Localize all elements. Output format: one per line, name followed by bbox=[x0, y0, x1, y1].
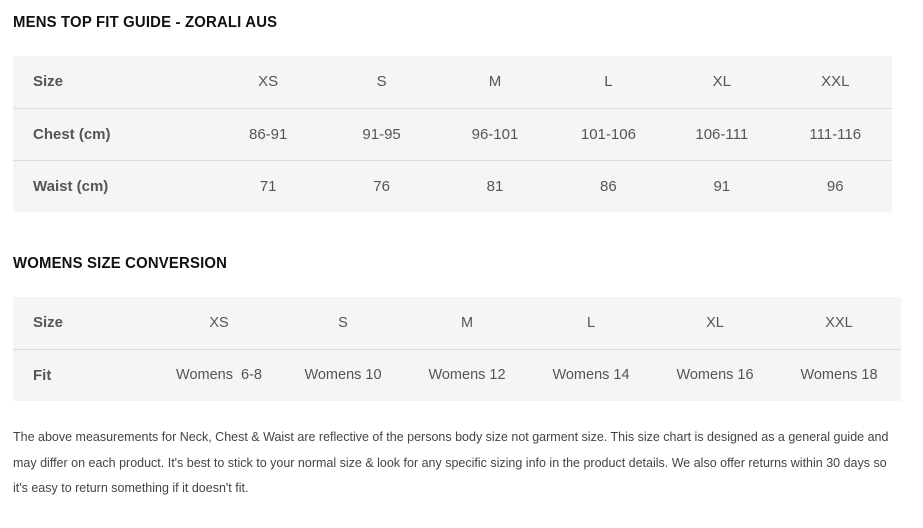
fit-cell: Womens 18 bbox=[777, 349, 901, 401]
mens-waist-row bbox=[13, 160, 892, 212]
womens-size-row bbox=[13, 297, 901, 349]
mens-fit-guide-title: MENS TOP FIT GUIDE - ZORALI AUS bbox=[13, 14, 278, 31]
mens-size-row bbox=[13, 56, 892, 108]
waist-cell: 91 bbox=[665, 160, 778, 212]
size-cell: L bbox=[604, 73, 613, 91]
size-cell: L bbox=[586, 314, 596, 331]
size-cell: S bbox=[338, 314, 348, 331]
row-label: Fit bbox=[13, 349, 157, 401]
chest-cell: 86-91 bbox=[211, 108, 324, 160]
mens-size-table bbox=[13, 56, 892, 212]
size-cell: XS bbox=[209, 314, 229, 331]
fit-cell: Womens 10 bbox=[281, 349, 405, 401]
chest-cell: 106-111 bbox=[665, 108, 778, 160]
waist-cell: 71 bbox=[211, 160, 324, 212]
sizing-disclaimer: The above measurements for Neck, Chest & Waist are reflective of the persons body size not garment size. This size chart is designed as a general guide and may differ on each product. It's best to stick to your normal size & look for any specific sizing info in the product details. We also offer returns within 30 days so it's easy to return something if it doesn't fit. bbox=[13, 430, 889, 495]
waist-cell: 86 bbox=[552, 160, 665, 212]
chest-cell: 101-106 bbox=[552, 108, 665, 160]
fit-cell: Womens 12 bbox=[405, 349, 529, 401]
row-label: Chest (cm) bbox=[13, 108, 211, 160]
chest-cell: 91-95 bbox=[325, 108, 438, 160]
size-cell: XXL bbox=[825, 314, 853, 331]
fit-cell: Womens 16 bbox=[653, 349, 777, 401]
row-label: Size bbox=[33, 314, 64, 332]
chest-cell: 111-116 bbox=[779, 108, 893, 160]
size-cell: XS bbox=[258, 73, 279, 91]
size-cell: M bbox=[488, 73, 502, 91]
fit-cell: Womens 14 bbox=[529, 349, 653, 401]
waist-cell: 76 bbox=[325, 160, 438, 212]
size-cell: XL bbox=[712, 73, 731, 91]
waist-cell: 96 bbox=[779, 160, 893, 212]
fit-cell: Womens 6-8 bbox=[157, 349, 281, 401]
womens-size-conversion-title: WOMENS SIZE CONVERSION bbox=[13, 255, 228, 272]
size-cell: XXL bbox=[821, 73, 850, 91]
womens-fit-row bbox=[13, 349, 901, 401]
size-cell: S bbox=[376, 73, 387, 91]
waist-cell: 81 bbox=[438, 160, 551, 212]
size-cell: XL bbox=[706, 314, 724, 331]
chest-cell: 96-101 bbox=[438, 108, 551, 160]
size-cell: M bbox=[460, 314, 474, 331]
womens-size-table bbox=[13, 297, 901, 401]
mens-chest-row bbox=[13, 108, 892, 160]
row-label: Waist (cm) bbox=[13, 160, 211, 212]
row-label: Size bbox=[33, 73, 64, 91]
